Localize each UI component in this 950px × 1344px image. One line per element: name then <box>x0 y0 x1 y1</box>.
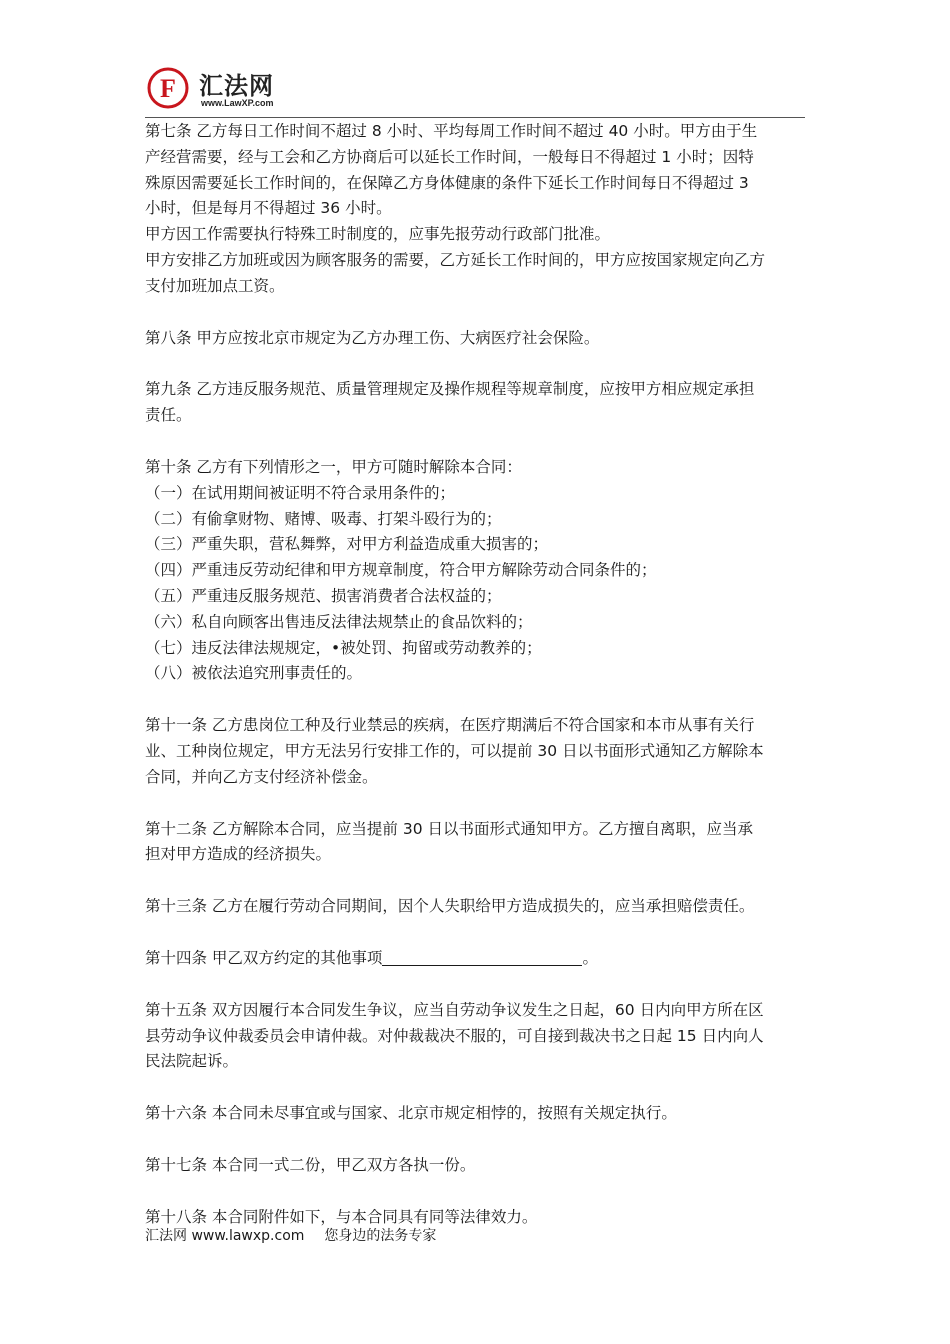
text-line: 担对甲方造成的经济损失。 <box>145 845 332 864</box>
text-line: 第十五条 双方因履行本合同发生争议，应当自劳动争议发生之日起，60 日内向甲方所在区 <box>145 1000 764 1019</box>
list-item: （一）在试用期间被证明不符合录用条件的； <box>145 483 456 502</box>
text-line: 第十八条 本合同附件如下，与本合同具有同等法律效力。 <box>145 1207 538 1226</box>
contract-body <box>145 119 815 1231</box>
text-line: 小时，但是每月不得超过 36 小时。 <box>145 199 392 218</box>
page-footer <box>145 1225 436 1245</box>
text-line: 第十四条 甲乙双方约定的其他事项 <box>145 948 383 967</box>
text-line: 甲方因工作需要执行特殊工时制度的，应事先报劳动行政部门批准。 <box>145 225 611 244</box>
text-line: 第十三条 乙方在履行劳动合同期间，因个人失职给甲方造成损失的，应当承担赔偿责任。 <box>145 897 755 916</box>
article-16 <box>145 1101 815 1127</box>
text-line: 县劳动争议仲裁委员会申请仲裁。对仲裁裁决不服的，可自接到裁决书之日起 15 日内向人 <box>145 1026 764 1045</box>
article-10 <box>145 455 815 687</box>
text-line: 第十七条 本合同一式二份，甲乙双方各执一份。 <box>145 1155 476 1174</box>
article-8 <box>145 326 815 352</box>
text-line: 支付加班加点工资。 <box>145 276 285 295</box>
list-item: （三）严重失职，营私舞弊，对甲方利益造成重大损害的； <box>145 535 549 554</box>
list-item: （四）严重违反劳动纪律和甲方规章制度，符合甲方解除劳动合同条件的； <box>145 561 657 580</box>
article-14 <box>145 946 815 972</box>
article-12 <box>145 817 815 869</box>
list-item: （五）严重违反服务规范、损害消费者合法权益的； <box>145 586 502 605</box>
article-17 <box>145 1153 815 1179</box>
text-line: 第八条 甲方应按北京市规定为乙方办理工伤、大病医疗社会保险。 <box>145 328 600 347</box>
list-item: （二）有偷拿财物、赌博、吸毒、打架斗殴行为的； <box>145 509 502 528</box>
text-line: 业、工种岗位规定，甲方无法另行安排工作的，可以提前 30 日以书面形式通知乙方解除本 <box>145 741 764 760</box>
footer-slogan: 您身边的法务专家 <box>324 1228 437 1244</box>
text-line: 殊原因需要延长工作时间的，在保障乙方身体健康的条件下延长工作时间每日不得超过 3 <box>145 173 749 192</box>
logo-brand-name: 汇法网 <box>199 72 274 100</box>
text-line: 第十一条 乙方患岗位工种及行业禁忌的疾病，在医疗期满后不符合国家和本市从事有关行 <box>145 716 755 735</box>
page-header <box>145 64 805 116</box>
article-7 <box>145 119 815 300</box>
article-15 <box>145 998 815 1075</box>
article-11 <box>145 713 815 790</box>
text-line: 甲方安排乙方加班或因为顾客服务的需要，乙方延长工作时间的，甲方应按国家规定向乙方 <box>145 250 766 269</box>
blank-fill-line <box>382 949 582 966</box>
text-line: 。 <box>582 948 598 967</box>
footer-site: 汇法网 www.lawxp.com <box>145 1228 305 1244</box>
text-line: 第十二条 乙方解除本合同，应当提前 30 日以书面形式通知甲方。乙方擅自离职，应当承 <box>145 819 754 838</box>
text-line: 产经营需要，经与工会和乙方协商后可以延长工作时间，一般每日不得超过 1 小时；因特 <box>145 147 754 166</box>
text-line: 民法院起诉。 <box>145 1052 239 1071</box>
article-13 <box>145 894 815 920</box>
lawxp-logo-icon <box>147 67 189 109</box>
text-line: 第十六条 本合同未尽事宜或与国家、北京市规定相悖的，按照有关规定执行。 <box>145 1104 677 1123</box>
svg-text:F: F <box>160 74 176 103</box>
text-line: 第九条 乙方违反服务规范、质量管理规定及操作规程等规章制度，应按甲方相应规定承担 <box>145 380 755 399</box>
header-divider <box>145 117 805 118</box>
text-line: 责任。 <box>145 406 192 425</box>
article-9 <box>145 377 815 429</box>
logo-url: www.LawXP.com <box>201 98 274 108</box>
list-item: （八）被依法追究刑事责任的。 <box>145 664 363 683</box>
list-item: （六）私自向顾客出售违反法律法规禁止的食品饮料的； <box>145 612 533 631</box>
text-line: 第十条 乙方有下列情形之一，甲方可随时解除本合同： <box>145 457 522 476</box>
text-line: 合同，并向乙方支付经济补偿金。 <box>145 767 378 786</box>
list-item: （七）违反法律法规规定，•被处罚、拘留或劳动教养的； <box>145 638 542 657</box>
text-line: 第七条 乙方每日工作时间不超过 8 小时、平均每周工作时间不超过 40 小时。甲方由于生 <box>145 122 758 140</box>
